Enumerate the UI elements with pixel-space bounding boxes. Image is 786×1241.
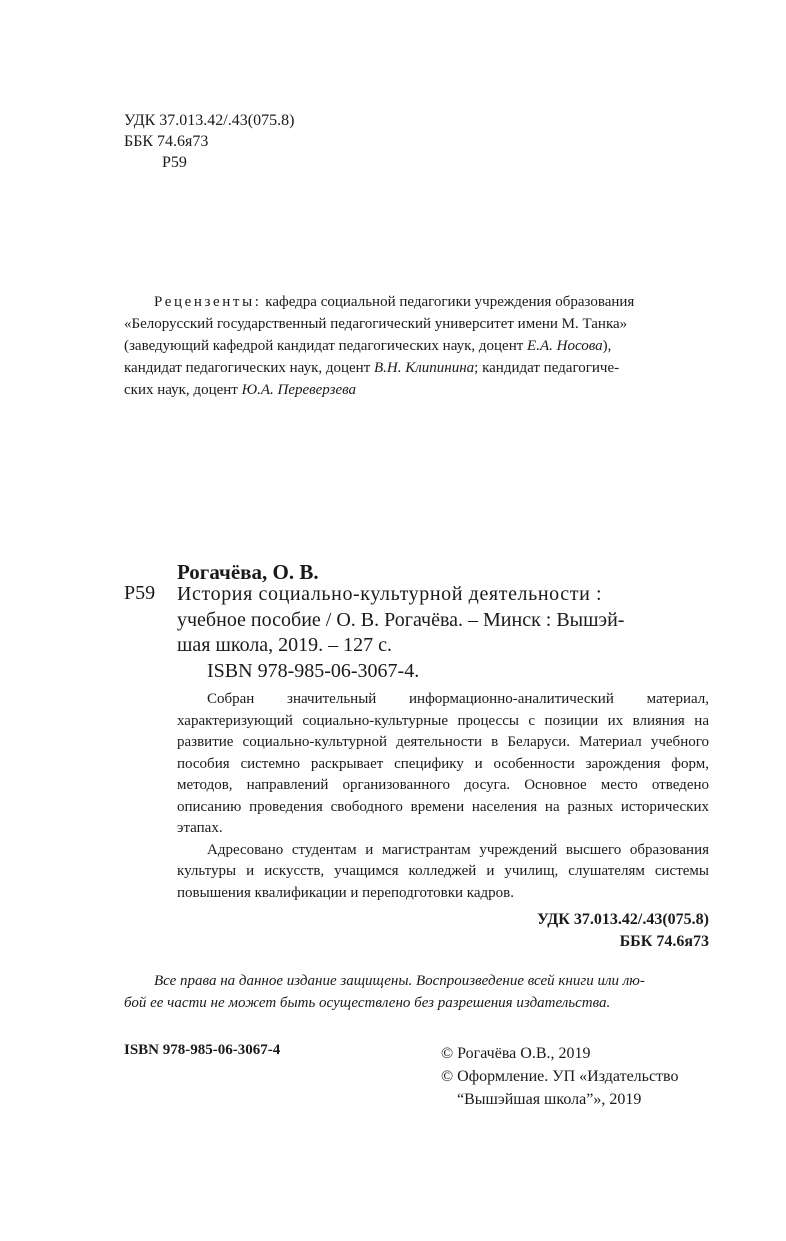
reviewers-line-1: кафедра социальной педагогики учреждения образования — [261, 294, 635, 310]
record-isbn: ISBN 978-985-06-3067-4. — [207, 659, 420, 682]
udk-block — [124, 110, 294, 173]
classification-udk: УДК 37.013.42/.43(075.8) — [537, 911, 709, 928]
reviewers-line-3-end: ), — [602, 338, 612, 354]
reviewer-name-1: Е.А. Носова — [527, 338, 603, 354]
classification-bbk: ББК 74.6я73 — [619, 933, 709, 950]
copyright-author: © Рогачёва О.В., 2019 — [441, 1045, 591, 1062]
record-title-line: История социально-культурной деятельности : — [177, 583, 603, 605]
rights-line-2: бой ее части не может быть осуществлено без разрешения издательства. — [124, 995, 611, 1011]
reviewer-name-2: В.Н. Клипинина — [374, 360, 475, 376]
record-code: Р59 — [124, 582, 156, 604]
record-author: Рогачёва, О. В. — [177, 560, 319, 584]
annotation-paragraph-1: Собран значительный информационно-аналитический материал, характеризующий социально-культурные процессы с позиции их влияния на развитие социально-культурной деятельности в Беларуси. Материал учебного пособия системно раскрывает специфику и особенности зарождения форм, методов, направлений организованного досуга. Основное место отведено описанию проведения свободного времени населения на разных исторических этапах. — [177, 691, 709, 836]
bbk-code: ББК 74.6я73 — [124, 133, 209, 150]
udk-code: УДК 37.013.42/.43(075.8) — [124, 112, 295, 129]
reviewer-name-3: Ю.А. Переверзева — [241, 382, 357, 398]
reviewers-line-4: кандидат педагогических наук, доцент — [124, 360, 375, 376]
reviewers-line-4-end: ; кандидат педагогиче- — [474, 360, 620, 376]
footer-isbn: ISBN 978-985-06-3067-4 — [124, 1042, 281, 1058]
reviewers-line-3: (заведующий кафедрой кандидат педагогических наук, доцент — [124, 338, 528, 354]
copyright-block — [441, 1042, 678, 1111]
reviewers-label: Рецензенты: — [154, 294, 262, 310]
author-mark: Р59 — [162, 154, 187, 171]
record-line-2: учебное пособие / О. В. Рогачёва. – Минск : Вышэй- — [177, 608, 625, 631]
classification-block — [537, 909, 709, 953]
reviewers-line-5: ских наук, доцент — [124, 382, 242, 398]
bibliographic-record — [177, 582, 709, 684]
record-line-3: шая школа, 2019. – 127 с. — [177, 634, 393, 656]
copyright-design: © Оформление. УП «Издательство — [441, 1068, 679, 1085]
annotation — [177, 689, 709, 904]
rights-notice — [124, 970, 709, 1014]
rights-line-1: Все права на данное издание защищены. Воспроизведение всей книги или лю- — [154, 973, 645, 989]
copyright-publisher: “Вышэйшая школа”», 2019 — [457, 1091, 642, 1108]
reviewers-line-2: «Белорусский государственный педагогический университет имени М. Танка» — [124, 316, 628, 332]
reviewers-block — [124, 291, 709, 401]
annotation-paragraph-2: Адресовано студентам и магистрантам учреждений высшего образования культуры и искусств, учащимся колледжей и училищ, слушателям системы повышения квалификации и переподготовки кадров. — [177, 841, 709, 901]
